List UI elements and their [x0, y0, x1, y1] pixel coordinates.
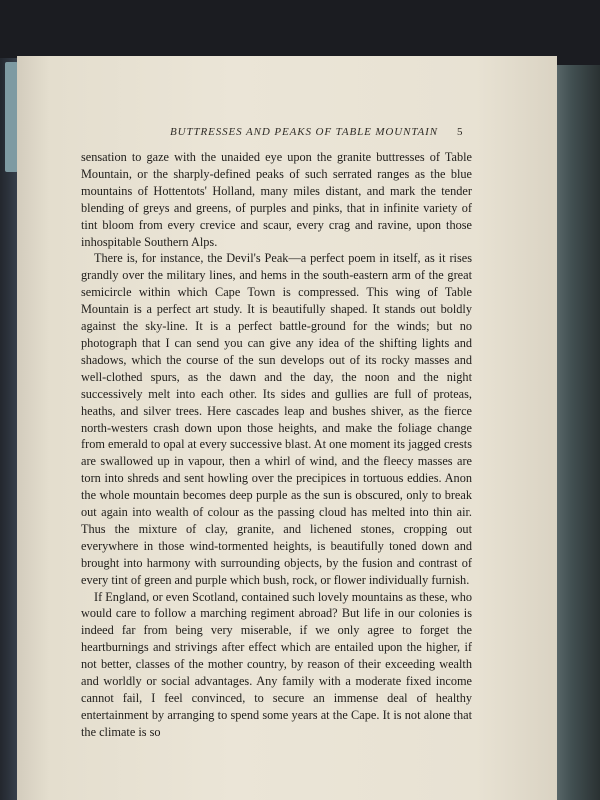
running-header: BUTTRESSES AND PEAKS OF TABLE MOUNTAIN [170, 126, 438, 138]
paragraph-3: If England, or even Scotland, contained such lovely mountains as these, who would care to follow a marching regiment abroad? But life in our colonies is indeed far from being very miserable, if we only agree to forget the heartburnings and strivings after effect which are entailed upon the higher, if not better, classes of the mother country, by reason of their exceeding wealth and worldly or social advantages. Any family with a moderate fixed income cannot fail, I feel convinced, to secure an immense deal of healthy entertainment by arranging to spend some years at the Cape. It is not alone that the climate is so [81, 589, 472, 739]
paragraph-1: sensation to gaze with the unaided eye upon the granite buttresses of Table Mountain, or the sharply-defined peaks of such serrated ranges as the blue mountains of Hottentots' Holland, many miles distant, and mark the tender blending of greys and greens, of purples and pinks, that in infinite variety of tint bloom from every crevice and scaur, every crag and ravine, upon those inhospitable Southern Alps. [81, 150, 472, 249]
book-page [17, 56, 557, 800]
book-right-cover [552, 65, 600, 800]
page-number: 5 [457, 126, 463, 138]
paragraph-2: There is, for instance, the Devil's Peak—a perfect poem in itself, as it rises grandly over the military lines, and hems in the south-eastern arm of the great semicircle within which Cape Town is compressed. This wing of Table Mountain is a perfect art study. It is beautifully shaped. It stands out boldly against the sky-line. It is a perfect battle-ground for the winds; but no photograph that I can send you can give any idea of the shifting lights and shadows, which the course of the sun develops out of its rocky masses and well-clothed spurs, as the dawn and the day, the noon and the night successively melt into each other. Its sides and gullies are full of proteas, heaths, and silver trees. Here cascades leap and bushes shiver, as the fierce north-westers crash down upon those heights, and make the foliage change from emerald to opal at every successive blast. At one moment its jagged crests are swallowed up in vapour, then a whirl of wind, and the fleecy masses are torn into shreds and sent howling over the precipices in tortuous eddies. Anon the whole mountain becomes deep purple as the sun is obscured, only to break out again into wealth of colour as the passing cloud has melted into thin air. Thus the mixture of clay, granite, and lichened stones, cropping out everywhere in those wind-tormented heights, is beautifully toned down and brought into harmony with surrounding objects, by the fusion and contrast of every tint of green and purple which bush, rock, or flower individually furnish. [81, 251, 472, 587]
body-text [81, 149, 472, 741]
